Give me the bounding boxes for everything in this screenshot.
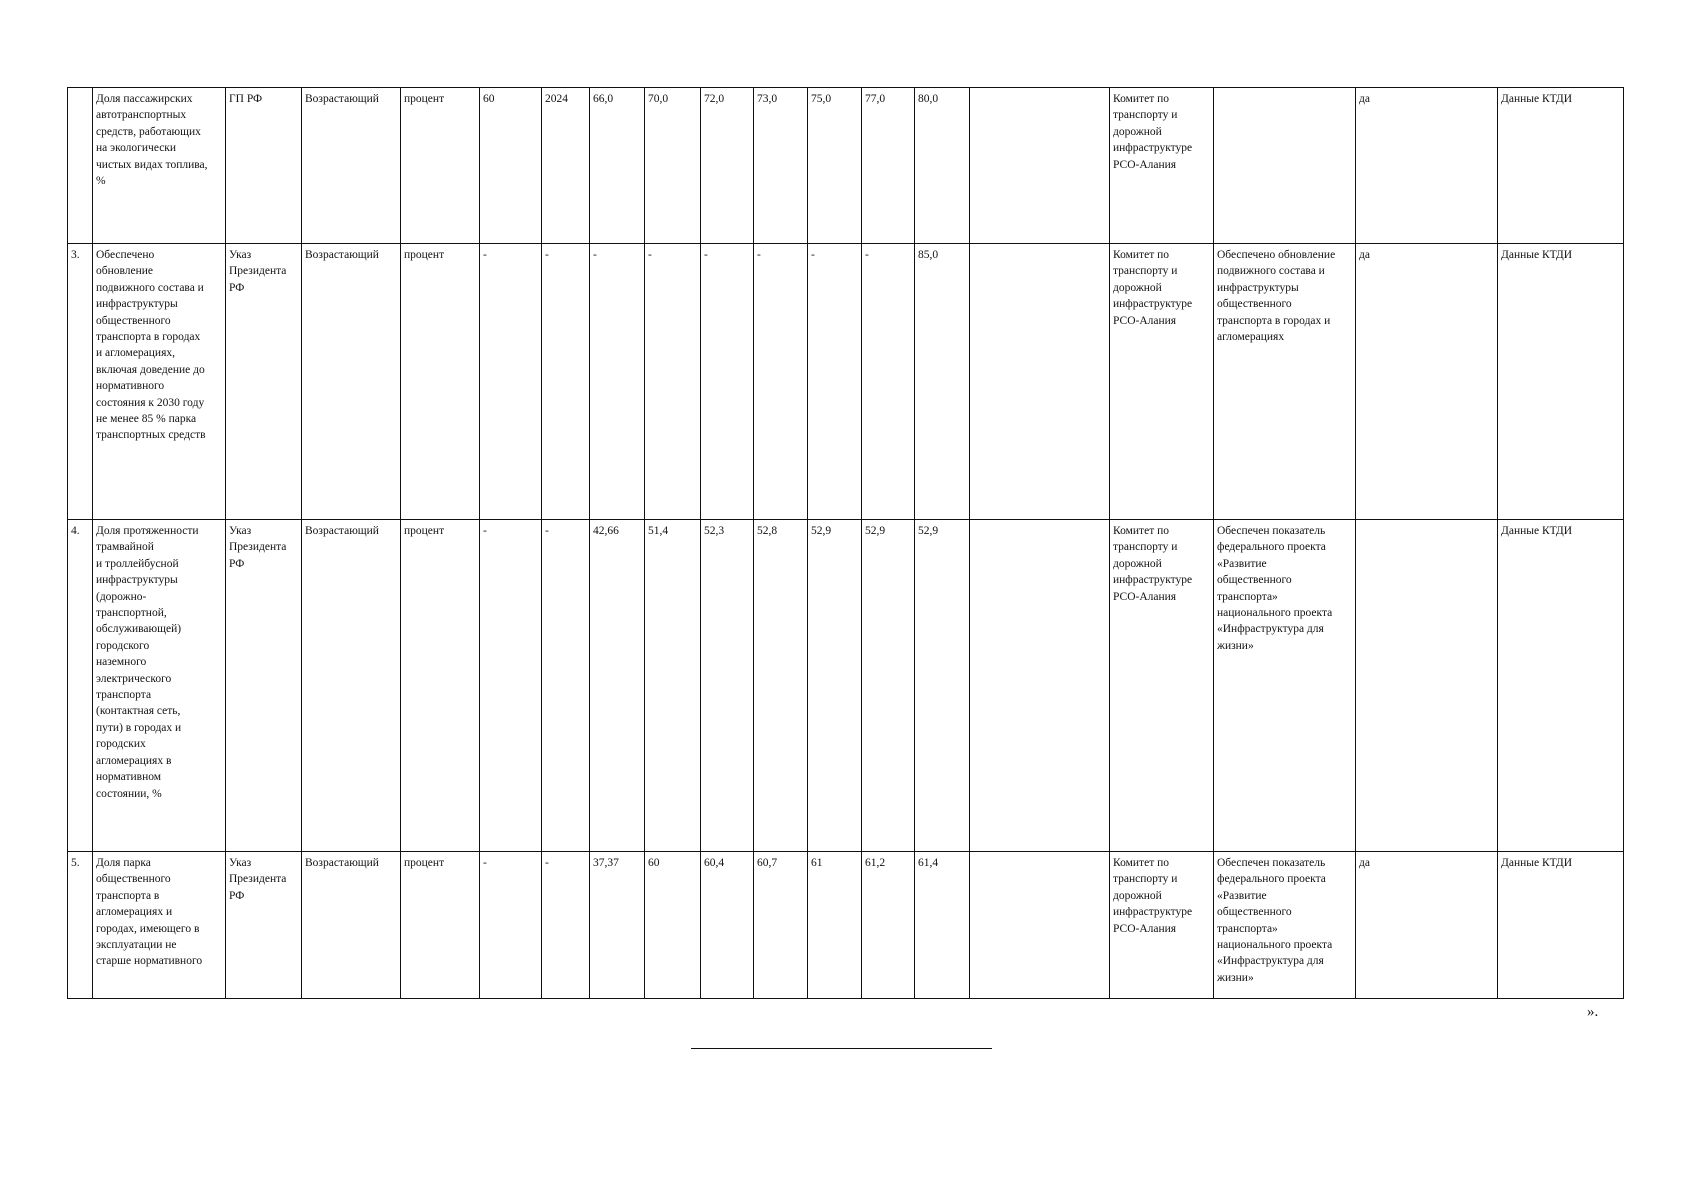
value-cell: 52,8 (754, 520, 808, 852)
value-cell: 77,0 (862, 88, 915, 244)
indicators-table (67, 87, 1624, 999)
value-cell: - (645, 244, 701, 520)
unit-cell: процент (401, 244, 480, 520)
value-cell: - (590, 244, 645, 520)
unit-cell: процент (401, 88, 480, 244)
closing-quote-mark: ». (1587, 1004, 1599, 1020)
value-cell: 72,0 (701, 88, 754, 244)
value-cell: 75,0 (808, 88, 862, 244)
flag-cell: да (1356, 852, 1498, 999)
extra-cell (970, 520, 1110, 852)
signature-line (691, 1048, 992, 1049)
basis-cell: Указ Президента РФ (226, 244, 302, 520)
extra-cell (970, 852, 1110, 999)
source-cell: Данные КТДИ (1498, 520, 1624, 852)
responsible-cell: Комитет по транспорту и дорожной инфраструктуре РСО-Алания (1110, 520, 1214, 852)
basis-cell: Указ Президента РФ (226, 852, 302, 999)
source-cell: Данные КТДИ (1498, 244, 1624, 520)
table-row (68, 852, 1624, 999)
value-cell: - (862, 244, 915, 520)
value-cell: 52,9 (862, 520, 915, 852)
table-row (68, 520, 1624, 852)
row-number: 4. (68, 520, 93, 852)
link-cell: Обеспечено обновление подвижного состава и инфраструктуры общественного транспорта в городах и агломерациях (1214, 244, 1356, 520)
value-cell: 61,4 (915, 852, 970, 999)
row-number: 3. (68, 244, 93, 520)
responsible-cell: Комитет по транспорту и дорожной инфраструктуре РСО-Алания (1110, 244, 1214, 520)
trend-cell: Возрастающий (302, 88, 401, 244)
value-cell: 42,66 (590, 520, 645, 852)
source-cell: Данные КТДИ (1498, 852, 1624, 999)
row-number (68, 88, 93, 244)
base-year-cell: - (542, 244, 590, 520)
unit-cell: процент (401, 852, 480, 999)
value-cell: 66,0 (590, 88, 645, 244)
value-cell: 60,4 (701, 852, 754, 999)
flag-cell (1356, 520, 1498, 852)
responsible-cell: Комитет по транспорту и дорожной инфраструктуре РСО-Алания (1110, 852, 1214, 999)
value-cell: 60 (645, 852, 701, 999)
trend-cell: Возрастающий (302, 520, 401, 852)
base-value-cell: - (480, 244, 542, 520)
link-cell: Обеспечен показатель федерального проекта «Развитие общественного транспорта» национального проекта «Инфраструктура для жизни» (1214, 520, 1356, 852)
value-cell: 73,0 (754, 88, 808, 244)
link-cell (1214, 88, 1356, 244)
unit-cell: процент (401, 520, 480, 852)
extra-cell (970, 88, 1110, 244)
table-row (68, 88, 1624, 244)
source-cell: Данные КТДИ (1498, 88, 1624, 244)
value-cell: 70,0 (645, 88, 701, 244)
base-value-cell: - (480, 852, 542, 999)
base-value-cell: - (480, 520, 542, 852)
value-cell: - (701, 244, 754, 520)
table-row (68, 244, 1624, 520)
value-cell: 60,7 (754, 852, 808, 999)
value-cell: - (808, 244, 862, 520)
value-cell: 61,2 (862, 852, 915, 999)
basis-cell: ГП РФ (226, 88, 302, 244)
base-year-cell: - (542, 852, 590, 999)
basis-cell: Указ Президента РФ (226, 520, 302, 852)
value-cell: 52,9 (808, 520, 862, 852)
indicator-name: Доля протяженности трамвайной и троллейбусной инфраструктуры (дорожно- транспортной, обслуживающей) городского наземного электрического транспорта (контактная сеть, пути) в городах и городских агломерациях в нормативном состоянии, % (93, 520, 226, 852)
value-cell: 80,0 (915, 88, 970, 244)
value-cell: 52,3 (701, 520, 754, 852)
base-value-cell: 60 (480, 88, 542, 244)
value-cell: - (754, 244, 808, 520)
row-number: 5. (68, 852, 93, 999)
indicator-name: Доля пассажирских автотранспортных средств, работающих на экологически чистых видах топлива, % (93, 88, 226, 244)
trend-cell: Возрастающий (302, 244, 401, 520)
value-cell: 51,4 (645, 520, 701, 852)
extra-cell (970, 244, 1110, 520)
value-cell: 37,37 (590, 852, 645, 999)
indicator-name: Обеспечено обновление подвижного состава и инфраструктуры общественного транспорта в городах и агломерациях, включая доведение до нормативного состояния к 2030 году не менее 85 % парка транспортных средств (93, 244, 226, 520)
base-year-cell: - (542, 520, 590, 852)
indicator-name: Доля парка общественного транспорта в агломерациях и городах, имеющего в эксплуатации не старше нормативного (93, 852, 226, 999)
link-cell: Обеспечен показатель федерального проекта «Развитие общественного транспорта» национального проекта «Инфраструктура для жизни» (1214, 852, 1356, 999)
base-year-cell: 2024 (542, 88, 590, 244)
trend-cell: Возрастающий (302, 852, 401, 999)
flag-cell: да (1356, 88, 1498, 244)
value-cell: 52,9 (915, 520, 970, 852)
value-cell: 85,0 (915, 244, 970, 520)
responsible-cell: Комитет по транспорту и дорожной инфраструктуре РСО-Алания (1110, 88, 1214, 244)
value-cell: 61 (808, 852, 862, 999)
flag-cell: да (1356, 244, 1498, 520)
